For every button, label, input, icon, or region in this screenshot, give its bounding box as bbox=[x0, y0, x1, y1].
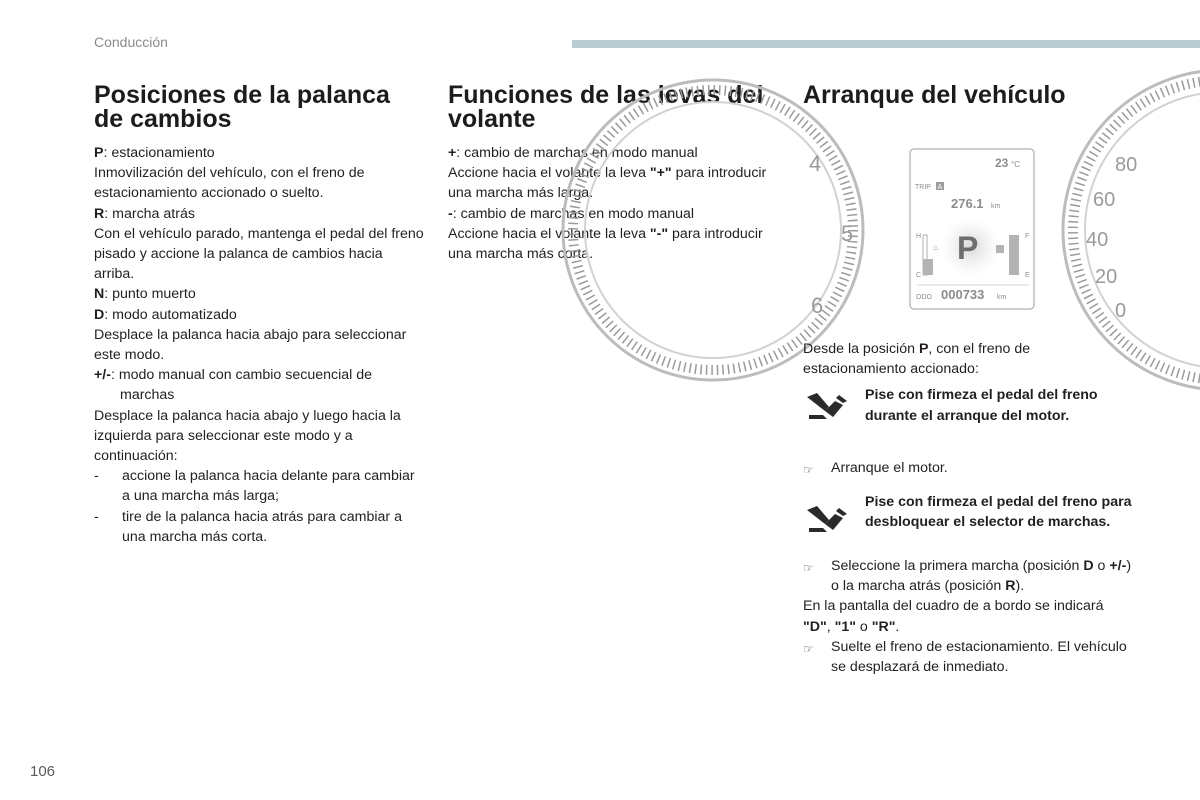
pointer-icon: ☞ bbox=[803, 561, 814, 576]
column-paddle-functions bbox=[448, 83, 778, 264]
page-number: 106 bbox=[30, 763, 56, 780]
multifunction-display bbox=[910, 149, 1034, 309]
svg-text:23: 23 bbox=[995, 156, 1009, 170]
svg-text:km: km bbox=[997, 294, 1007, 301]
heading-paddle-functions: Funciones de las levas del volante bbox=[448, 81, 764, 133]
warning-brake-unlock: Pise con firmeza el pedal del freno para desbloquear el selector de marchas. bbox=[803, 492, 1133, 542]
column-gear-positions bbox=[94, 83, 424, 547]
pointer-icon: ☞ bbox=[803, 641, 814, 656]
brake-pedal-icon bbox=[803, 385, 865, 429]
svg-text:ODO: ODO bbox=[916, 294, 932, 301]
svg-text:H: H bbox=[916, 233, 922, 240]
svg-text:♨: ♨ bbox=[932, 243, 940, 252]
instrument-cluster-image bbox=[803, 127, 1138, 333]
svg-text:0: 0 bbox=[1115, 300, 1127, 322]
svg-text:80: 80 bbox=[1115, 154, 1138, 176]
column-vehicle-start bbox=[803, 81, 1138, 677]
svg-text:6: 6 bbox=[811, 293, 824, 318]
svg-text:E: E bbox=[1025, 272, 1030, 279]
section-label: Conducción bbox=[94, 34, 168, 50]
list-item: - accione la palanca hacia delante para cambiar a una marcha más larga; bbox=[94, 468, 415, 505]
svg-text:60: 60 bbox=[1093, 189, 1116, 211]
svg-text:5: 5 bbox=[841, 221, 854, 246]
gear-positions-text: P: estacionamiento Inmovilización del vehículo, con el freno de estacionamiento accionado o suelto. R: marcha atrás Con el vehículo parado, mantenga el pedal del freno pisado y accione la palanca de cambios hacia arriba. N: punto muerto D: modo automatizado Desplace la palanca hacia abajo para seleccionar este modo. +/-: modo manual con cambio secuencial de marchas Desplace la palanca hacia abajo y luego hacia la izquierda para seleccionar este modo y a continuación: - accione la palanca hacia delante para cambiar a una marcha más larga; - tire de la palanca hacia atrás para cambiar a una marcha más corta. bbox=[94, 143, 424, 547]
svg-text:F: F bbox=[1025, 233, 1030, 240]
svg-text:km: km bbox=[991, 203, 1001, 210]
step-release-brake: ☞ Suelte el freno de estacionamiento. El vehículo se desplazará de inmediato. bbox=[803, 637, 1133, 677]
start-procedure: Desde la posición P, con el freno de estacionamiento accionado: Pise con firmeza el pedal del freno durante el arranque del motor. ☞ Arranque el motor. Pise con firmeza el pedal del freno para desbloquear el selector de marchas. ☞ Seleccione la primera marcha (posición D o +/-) o la marcha atrás (posición R). En la pantalla del cuadro de a bordo se indicará "D", "1" o "R". ☞ Suelte el freno de estacionamiento. El vehículo se desplazará de inmediato. bbox=[803, 339, 1133, 677]
svg-text:000733: 000733 bbox=[941, 287, 985, 302]
brake-pedal-icon bbox=[803, 492, 865, 542]
pointer-icon: ☞ bbox=[803, 462, 814, 477]
svg-text:4: 4 bbox=[809, 151, 822, 176]
svg-text:C: C bbox=[916, 272, 922, 279]
paddle-functions-text: +: cambio de marchas en modo manual Accione hacia el volante la leva "+" para introducir una marcha más larga. -: cambio de marchas en modo manual Accione hacia el volante la leva "-" para introducir una marcha más corta. bbox=[448, 145, 767, 263]
step-select-gear: ☞ Seleccione la primera marcha (posición D o +/-) o la marcha atrás (posición R). bbox=[803, 556, 1133, 596]
svg-text:P: P bbox=[957, 230, 979, 266]
svg-text:TRIP: TRIP bbox=[915, 184, 931, 191]
list-item: - tire de la palanca hacia atrás para cambiar a una marcha más corta. bbox=[94, 508, 402, 545]
svg-text:276.1: 276.1 bbox=[951, 196, 984, 211]
heading-vehicle-start: Arranque del vehículo bbox=[803, 81, 1066, 109]
heading-gear-positions: Posiciones de la palanca de cambios bbox=[94, 81, 390, 133]
svg-text:°C: °C bbox=[1011, 160, 1020, 169]
step-start-engine: ☞ Arranque el motor. bbox=[803, 458, 1133, 480]
svg-text:A: A bbox=[937, 184, 943, 191]
warning-brake-start: Pise con firmeza el pedal del freno durante el arranque del motor. bbox=[803, 385, 1133, 429]
svg-text:20: 20 bbox=[1095, 266, 1118, 288]
svg-text:40: 40 bbox=[1086, 229, 1109, 251]
header-bar bbox=[572, 40, 1200, 48]
